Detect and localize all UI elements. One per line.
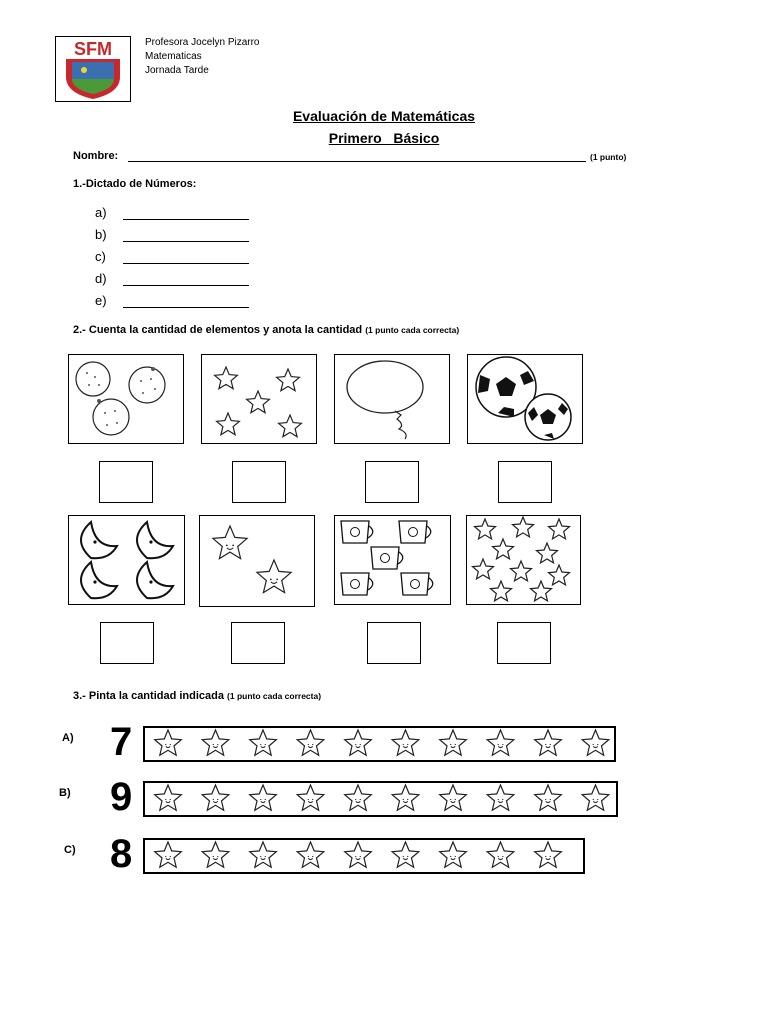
cup-icon — [341, 521, 373, 543]
answer-box-3[interactable] — [365, 461, 419, 503]
nombre-field[interactable] — [128, 160, 586, 162]
section1-heading: 1.-Dictado de Números: — [73, 178, 197, 190]
cup-icon — [371, 547, 403, 569]
star-face-icon[interactable] — [202, 842, 229, 867]
section2-points: (1 punto cada correcta) — [365, 325, 460, 335]
star-icon — [511, 561, 532, 581]
moon-icon — [81, 522, 117, 558]
orange-icon — [129, 367, 165, 403]
star-face-icon[interactable] — [202, 730, 229, 755]
school-logo — [55, 36, 131, 102]
picture-moons — [68, 515, 185, 605]
section3-heading — [73, 690, 321, 702]
soccer-ball-icon — [525, 394, 571, 440]
section2-heading — [73, 324, 459, 336]
orange-icon — [93, 399, 129, 435]
star-face-icon[interactable] — [297, 730, 324, 755]
dictation-letter: e) — [95, 293, 107, 308]
star-face-icon[interactable] — [250, 730, 277, 755]
dictation-answer-line[interactable] — [123, 251, 249, 264]
star-face-icon[interactable] — [487, 730, 514, 755]
star-face-icon[interactable] — [487, 785, 514, 810]
target-number: 7 — [110, 720, 133, 764]
picture-star-faces — [199, 515, 315, 607]
star-face-icon — [213, 526, 247, 559]
dictation-letter: a) — [95, 205, 107, 220]
star-icon — [247, 391, 270, 413]
section3-points: (1 punto cada correcta) — [227, 691, 322, 701]
star-face-icon[interactable] — [535, 730, 562, 755]
answer-box-6[interactable] — [231, 622, 285, 664]
star-face-icon[interactable] — [250, 785, 277, 810]
dictation-letter: c) — [95, 249, 106, 264]
star-icon — [531, 581, 552, 601]
section3-heading-text: 3.- Pinta la cantidad indicada — [73, 690, 224, 702]
dictation-item — [95, 205, 249, 220]
star-icon — [277, 369, 300, 391]
star-icon — [549, 565, 570, 585]
star-face-icon[interactable] — [440, 785, 467, 810]
picture-soccer-balls — [467, 354, 583, 444]
star-face-icon[interactable] — [392, 785, 419, 810]
section2-heading-text: 2.- Cuenta la cantidad de elementos y anota la cantidad — [73, 324, 363, 336]
picture-balloon — [334, 354, 450, 444]
dictation-answer-line[interactable] — [123, 207, 249, 220]
paint-row-letter: A) — [62, 732, 74, 744]
dictation-letter: d) — [95, 271, 107, 286]
star-face-icon[interactable] — [297, 842, 324, 867]
star-icon — [549, 519, 570, 539]
picture-stars-ten — [466, 515, 581, 605]
star-icon — [217, 413, 240, 435]
star-icon — [493, 539, 514, 559]
star-icon — [537, 543, 558, 563]
answer-box-8[interactable] — [497, 622, 551, 664]
nombre-points: (1 punto) — [590, 152, 627, 162]
star-strip — [143, 781, 618, 817]
cup-icon — [401, 573, 433, 595]
star-face-icon[interactable] — [392, 842, 419, 867]
star-face-icon[interactable] — [250, 842, 277, 867]
star-icon — [475, 519, 496, 539]
moon-icon — [137, 562, 173, 598]
star-strip — [143, 726, 616, 762]
star-face-icon[interactable] — [582, 785, 609, 810]
star-face-icon[interactable] — [297, 785, 324, 810]
star-face-icon[interactable] — [202, 785, 229, 810]
star-face-icon[interactable] — [392, 730, 419, 755]
orange-icon — [76, 362, 110, 396]
answer-box-1[interactable] — [99, 461, 153, 503]
target-number: 9 — [110, 775, 133, 819]
picture-oranges — [68, 354, 184, 444]
grade-title: Primero Básico — [328, 130, 440, 146]
star-face-icon[interactable] — [345, 785, 372, 810]
star-face-icon[interactable] — [155, 730, 182, 755]
picture-stars-five — [201, 354, 317, 444]
star-face-icon[interactable] — [155, 785, 182, 810]
star-face-icon[interactable] — [535, 785, 562, 810]
paint-row-letter: B) — [59, 787, 71, 799]
star-icon — [215, 367, 238, 389]
dictation-answer-line[interactable] — [123, 295, 249, 308]
dictation-item — [95, 227, 249, 242]
star-icon — [279, 415, 302, 437]
paint-row-letter: C) — [64, 844, 76, 856]
shift-name: Jornada Tarde — [145, 65, 209, 76]
answer-box-4[interactable] — [498, 461, 552, 503]
star-face-icon[interactable] — [487, 842, 514, 867]
dictation-letter: b) — [95, 227, 107, 242]
cup-icon — [341, 573, 373, 595]
star-face-icon[interactable] — [582, 730, 609, 755]
answer-box-5[interactable] — [100, 622, 154, 664]
dictation-answer-line[interactable] — [123, 273, 249, 286]
dictation-item — [95, 249, 249, 264]
star-face-icon[interactable] — [440, 842, 467, 867]
dictation-answer-line[interactable] — [123, 229, 249, 242]
moon-icon — [81, 562, 117, 598]
target-number: 8 — [110, 832, 133, 876]
moon-icon — [137, 522, 173, 558]
page-title: Evaluación de Matemáticas — [292, 108, 476, 124]
star-icon — [473, 559, 494, 579]
dictation-item — [95, 271, 249, 286]
star-face-icon[interactable] — [345, 730, 372, 755]
subject-name: Matematicas — [145, 51, 202, 62]
star-strip — [143, 838, 585, 874]
star-icon — [491, 581, 512, 601]
picture-cups — [334, 515, 451, 605]
logo-text: SFM — [74, 39, 112, 59]
star-icon — [513, 517, 534, 537]
answer-box-7[interactable] — [367, 622, 421, 664]
nombre-label: Nombre: — [73, 150, 119, 162]
teacher-name: Profesora Jocelyn Pizarro — [145, 37, 260, 48]
star-face-icon[interactable] — [345, 842, 372, 867]
star-face-icon[interactable] — [440, 730, 467, 755]
balloon-icon — [347, 361, 423, 413]
answer-box-2[interactable] — [232, 461, 286, 503]
star-face-icon[interactable] — [155, 842, 182, 867]
dictation-item — [95, 293, 249, 308]
star-face-icon — [257, 560, 291, 593]
star-face-icon[interactable] — [535, 842, 562, 867]
cup-icon — [399, 521, 431, 543]
